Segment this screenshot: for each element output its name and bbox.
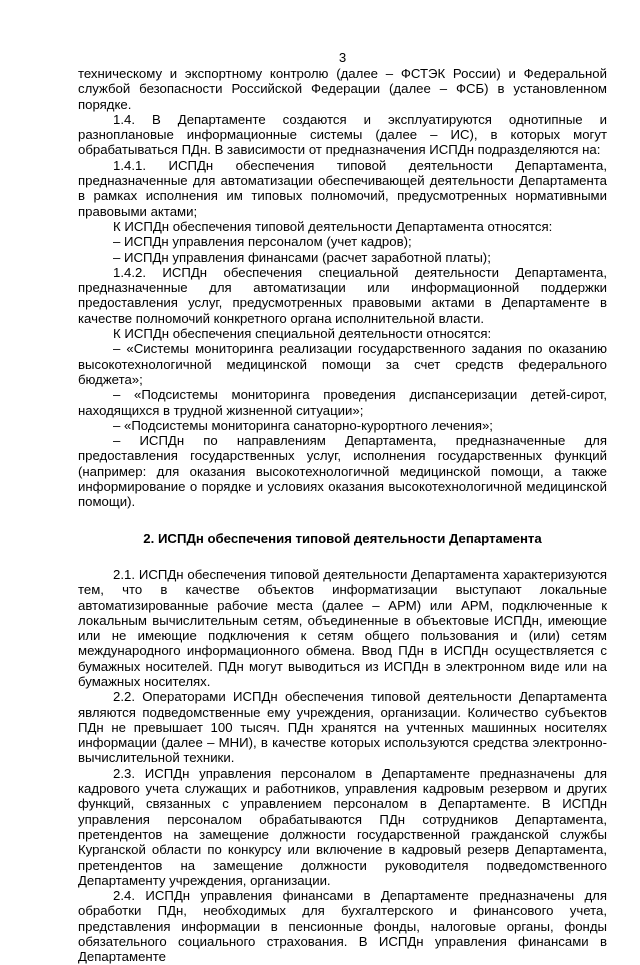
page-number: 3 (338, 50, 347, 65)
paragraph: К ИСПДн обеспечения типовой деятельности Департамента относятся: (113, 218, 553, 234)
paragraph: – «Системы мониторинга реализации государственного задания по оказанию высокотехнологичной медицинской помощи за счет средств федерального бюджета»; (78, 341, 607, 387)
paragraph: 1.4.2. ИСПДн обеспечения специальной деятельности Департамента, предназначенные для автоматизации или информационной поддержки предоставления услуг, предусмотренных правовыми актами в Департаменте в качестве полномочий конкретного органа исполнительной власти. (78, 264, 607, 326)
paragraph: – ИСПДн по направлениям Департамента, предназначенные для предоставления государственных услуг, исполнения государственных функций (например: для оказания высокотехнологичной медицинской помощи, а также информирование о порядке и условиях оказания высокотехнологичной медицинской помощи). (78, 433, 607, 510)
intro-paragraphs (78, 66, 607, 510)
paragraph: 2.2. Операторами ИСПДн обеспечения типовой деятельности Департамента являются подведомственные ему учреждения, организации. Количество субъектов ПДн не превышает 100 тысяч. ПДн хранятся на учтенных машинных носителях информации (далее – МНИ), в качестве которых используются средства электронно-вычислительной техники. (78, 689, 607, 766)
paragraph: 1.4. В Департаменте создаются и эксплуатируются однотипные и разноплановые информационные системы (далее – ИС), в которых могут обрабатываться ПДн. В зависимости от предназначения ИСПДн подразделяются на: (78, 111, 607, 158)
paragraph: 2.1. ИСПДн обеспечения типовой деятельности Департамента характеризуются тем, что в качестве объектов информатизации выступают локальные автоматизированные рабочие места (далее – АРМ) или АРМ, подключенные к локальным вычислительным сетям, объединенные в объектовые ИСПДн, имеющие или не имеющие подключения к сетям общего пользования и (или) сетям международного информационного обмена. Ввод ПДн в ИСПДн осуществляется с бумажных носителей. ПДн могут выводиться из ИСПДн в электронном виде или на бумажных носителях. (78, 566, 607, 689)
paragraph: К ИСПДн обеспечения специальной деятельности относятся: (113, 326, 492, 342)
paragraph: – «Подсистемы мониторинга проведения диспансеризации детей-сирот, находящихся в трудной жизненной ситуации»; (78, 387, 607, 418)
paragraph: 1.4.1. ИСПДн обеспечения типовой деятельности Департамента, предназначенные для автоматизации обеспечивающей деятельности Департамента в рамках исполнения им типовых полномочий, предусмотренных нормативными правовыми актами; (78, 157, 607, 219)
paragraph: 2.3. ИСПДн управления персоналом в Департаменте предназначены для кадрового учета служащих и работников, управления кадровым резервом и других функций, связанных с управлением персоналом в Департаменте. В ИСПДн управления персоналом обрабатываются ПДн сотрудников Департамента, претендентов на замещение должности государственной гражданской службы Курганской области по конкурсу или включение в кадровый резерв Департамента, претендентов на замещение должности руководителя подведомственного Департаменту учреждения, организации. (78, 765, 607, 888)
paragraph: – ИСПДн управления персоналом (учет кадров); (113, 234, 412, 250)
paragraph: техническому и экспортному контролю (далее – ФСТЭК России) и Федеральной службой безопасности Российской Федерации (далее – ФСБ) в установленном порядке. (78, 66, 607, 112)
paragraph: – «Подсистемы мониторинга санаторно-курортного лечения»; (113, 417, 493, 433)
paragraph: 2.4. ИСПДн управления финансами в Департаменте предназначены для обработки ПДн, необходимых для бухгалтерского и финансового учета, представления информации в пенсионные фонды, налоговые органы, фонды обязательного социального страхования. В ИСПДн управления финансами в Департаменте (78, 888, 607, 965)
paragraph: – ИСПДн управления финансами (расчет заработной платы); (113, 249, 491, 265)
section-heading: 2. ИСПДн обеспечения типовой деятельности Департамента (143, 530, 542, 546)
